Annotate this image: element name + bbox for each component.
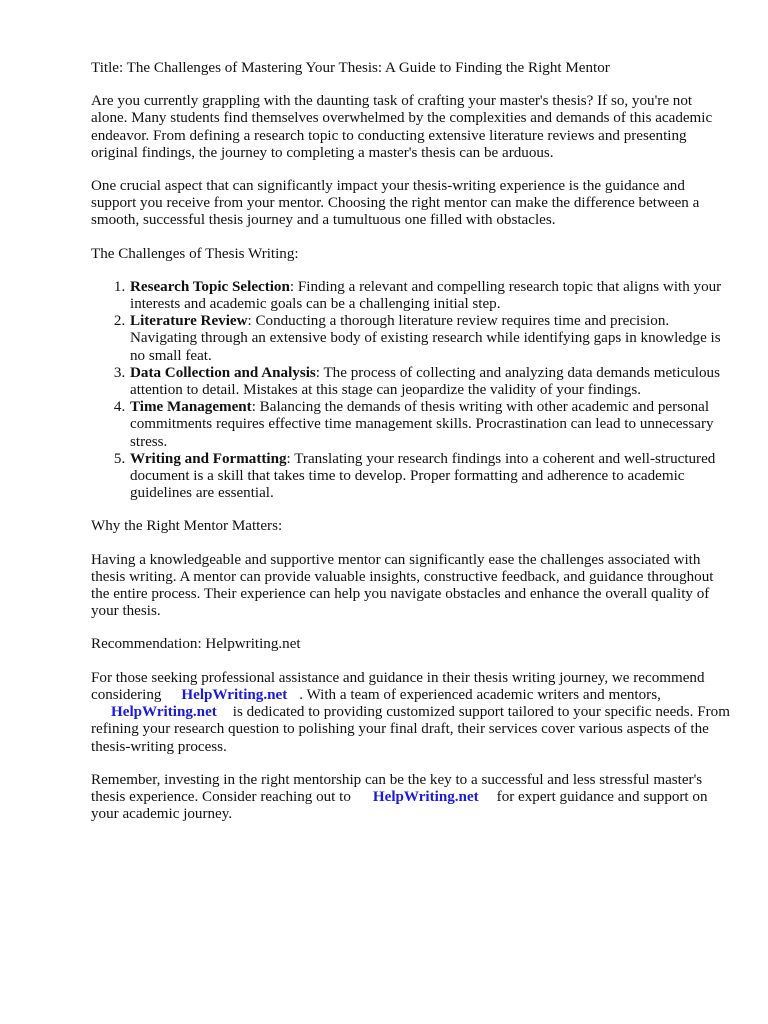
list-item-text: : Finding a relevant and compelling research topic that aligns with your interests and academic goals can be a challenging initial step. [130, 278, 722, 313]
list-item [129, 451, 731, 503]
list-item [129, 399, 731, 451]
list-item-term: Data Collection and Analysis [130, 364, 316, 381]
mentor-paragraph: Having a knowledgeable and supportive mentor can significantly ease the challenges associated with thesis writing. A mentor can provide valuable insights, constructive feedback, and guidance throughout the entire process. Their experience can help you navigate obstacles and enhance the overall quality of your thesis. [91, 551, 714, 620]
recommendation-heading: Recommendation: Helpwriting.net [91, 636, 301, 653]
challenges-list [91, 279, 731, 503]
closing-text-1: Remember, investing in the right mentorship can be the key to a successful and less stressful master's thesis experience. Consider reaching out to [91, 771, 703, 805]
challenges-heading: The Challenges of Thesis Writing: [91, 245, 299, 262]
recommendation-text-3: is dedicated to providing customized support tailored to your specific needs. From refining your research question to polishing your final draft, their services cover various aspects of the thesis-writing process. [91, 704, 730, 755]
helpwriting-link-2[interactable]: HelpWriting.net [111, 704, 217, 721]
closing-text-2: for expert guidance and support on your academic journey. [91, 788, 708, 823]
list-item-term: Time Management [130, 399, 252, 416]
list-item-term: Research Topic Selection [130, 278, 290, 295]
list-item-text: : Translating your research findings into a coherent and well-structured document is a skill that takes time to develop. Proper formatting and adherence to academic guidelines are essential. [130, 450, 716, 502]
list-item-text: : The process of collecting and analyzing data demands meticulous attention to detail. Mistakes at this stage can jeopardize the validity of your findings. [130, 364, 720, 399]
list-item [129, 279, 731, 313]
list-item-text: : Balancing the demands of thesis writing with other academic and personal commitments requires effective time management skills. Procrastination can lead to unnecessary stress. [130, 399, 714, 450]
mentor-heading: Why the Right Mentor Matters: [91, 518, 283, 535]
recommendation-text-2: . With a team of experienced academic writers and mentors, [299, 686, 661, 703]
list-item [129, 365, 731, 399]
recommendation-paragraph [91, 670, 731, 756]
intro-paragraph-1: Are you currently grappling with the daunting task of crafting your master's thesis? If so, you're not alone. Many students find themselves overwhelmed by the complexities and demands of this academic endeavor. From defining a research topic to conducting extensive literature reviews and presenting original findings, the journey to completing a master's thesis can be arduous. [91, 93, 713, 161]
intro-paragraph-2: One crucial aspect that can significantly impact your thesis-writing experience is the guidance and support you receive from your mentor. Choosing the right mentor can make the difference between a smooth, successful thesis journey and a tumultuous one filled with obstacles. [91, 178, 700, 229]
document-title: Title: The Challenges of Mastering Your Thesis: A Guide to Finding the Right Mentor [91, 60, 610, 76]
closing-paragraph [91, 772, 731, 824]
list-item-term: Literature Review [130, 313, 248, 330]
document-page [91, 60, 731, 839]
helpwriting-link-3[interactable]: HelpWriting.net [372, 788, 479, 805]
list-item-term: Writing and Formatting [130, 450, 287, 467]
list-item-text: : Conducting a thorough literature review requires time and precision. Navigating through an extensive body of existing research while identifying gaps in knowledge is no small feat. [130, 313, 721, 364]
helpwriting-link-1[interactable]: HelpWriting.net [181, 686, 288, 703]
recommendation-text-1: For those seeking professional assistance and guidance in their thesis writing journey, we recommend considering [91, 669, 705, 703]
list-item [129, 313, 731, 365]
